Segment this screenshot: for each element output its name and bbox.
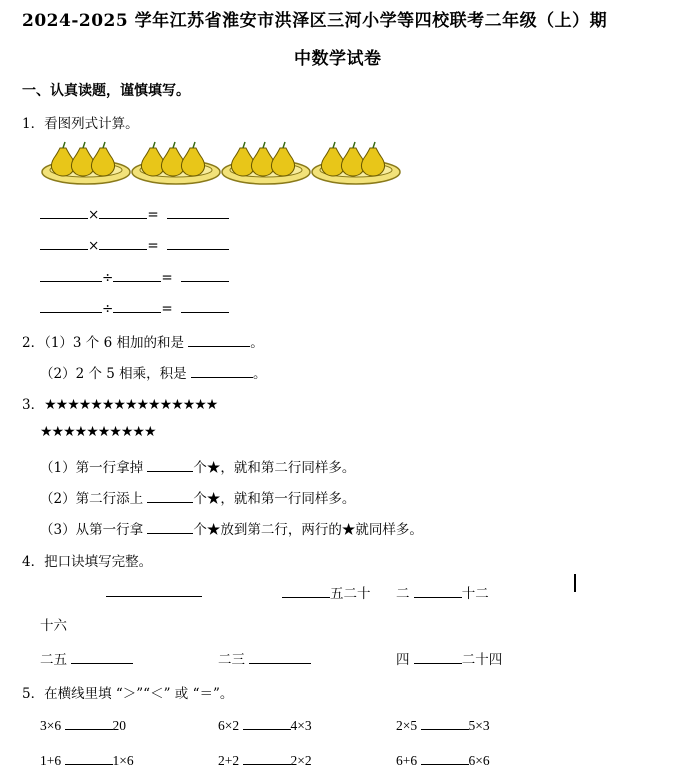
answer-blank[interactable] [181,267,229,282]
answer-blank[interactable] [40,235,88,250]
star-row-2: ★★★★★★★★★★ [40,424,156,440]
operator: ÷ [102,301,114,317]
q2-part-2 [40,362,266,382]
q5-item-5 [218,750,312,769]
q2-part-2-text: （2）2 个 5 相乘，积是 [40,366,187,382]
q1-row-3 [40,267,229,286]
pear-plate-1 [40,140,132,188]
q5-left: 3×6 [40,718,62,733]
q5-right: 6×6 [468,753,490,768]
q3-part-3-text: （3）从第一行拿 [40,522,144,538]
q4-item-3-prefix: 二 [396,586,410,602]
answer-blank[interactable] [40,267,102,282]
q5-item-2 [218,715,312,734]
answer-blank[interactable] [99,204,147,219]
answer-blank[interactable] [188,332,250,347]
answer-blank[interactable] [147,457,193,472]
operator: × [88,238,100,254]
pear-plate-4 [310,140,402,188]
q3-part-2-text: （2）第二行添上 [40,491,144,507]
answer-blank[interactable] [191,363,253,378]
q5-left: 6+6 [396,753,418,768]
q3-part-2-tail: 个★，就和第一行同样多。 [193,491,356,507]
q4-item-3-suffix: 十二 [461,586,489,602]
pear-plate-3 [220,140,312,188]
q4-item-7-suffix: 二十四 [461,652,503,668]
title-line-2: 中数学试卷 [294,49,382,69]
answer-blank[interactable] [65,750,113,765]
q2-part-1-text: 2．（1）3 个 6 相加的和是 [22,335,184,351]
answer-blank[interactable] [243,715,291,730]
q1-row-2 [40,235,229,254]
q3-part-3-tail: 个★放到第二行，两行的★就同样多。 [193,522,423,538]
answer-blank[interactable] [414,649,462,664]
answer-blank[interactable] [421,750,469,765]
pear-plate-2 [130,140,222,188]
answer-blank[interactable] [106,582,202,597]
q3-row-1 [22,393,217,413]
period: 。 [250,335,264,351]
equals-sign: = [161,270,173,286]
q3-part-1-tail: 个★，就和第二行同样多。 [193,460,356,476]
equals-sign: = [147,238,159,254]
q3-row-2 [40,424,156,440]
equals-sign: = [161,301,173,317]
q3-part-1-text: （1）第一行拿掉 [40,460,144,476]
q4-item-1 [106,582,202,601]
title-line-1: 2024-2025 学年江苏省淮安市洪泽区三河小学等四校联考二年级（上）期 [22,11,608,31]
q5-right: 5×3 [468,718,490,733]
answer-blank[interactable] [99,235,147,250]
q5-prompt: 5．在横线里填 “＞”“＜” 或 “＝”。 [22,686,234,702]
q3-part-3 [40,518,423,538]
q4-item-5 [40,648,133,668]
answer-blank[interactable] [65,715,113,730]
q4-item-3 [396,582,489,602]
q2-part-1 [22,331,264,351]
q4-item-2-text: 五二十 [330,586,371,602]
answer-blank[interactable] [421,715,469,730]
q4-item-7 [396,648,502,668]
section-heading: 一、认真读题，谨慎填写。 [22,83,190,99]
q3-part-1 [40,456,355,476]
q5-left: 2+2 [218,753,240,768]
q1-row-4 [40,298,229,317]
q5-right: 2×2 [290,753,312,768]
period: 。 [252,366,267,382]
q5-item-1 [40,715,126,734]
q1-row-1 [40,204,229,223]
q4-item-4: 十六 [40,618,67,634]
q5-right: 1×6 [112,753,134,768]
answer-blank[interactable] [414,583,462,598]
answer-blank[interactable] [40,298,102,313]
q4-item-6-text: 二三 [218,652,245,668]
equals-sign: = [147,207,159,223]
answer-blank[interactable] [181,298,229,313]
q5-left: 1+6 [40,753,62,768]
star-row-1: ★★★★★★★★★★★★★★★ [44,397,218,413]
q4-prompt: 4．把口诀填写完整。 [22,554,153,570]
q5-right: 20 [112,718,126,733]
q4-item-5-text: 二五 [40,652,67,668]
answer-blank[interactable] [71,649,133,664]
answer-blank[interactable] [167,204,229,219]
answer-blank[interactable] [40,204,88,219]
answer-blank[interactable] [147,488,193,503]
q5-left: 2×5 [396,718,418,733]
q4-item-6 [218,648,311,668]
operator: ÷ [102,270,114,286]
answer-blank[interactable] [113,298,161,313]
q3-part-2 [40,487,355,507]
q1-prompt: 1．看图列式计算。 [22,116,139,132]
q3-label: 3． [22,397,45,413]
q5-item-3 [396,715,490,734]
q5-item-6 [396,750,490,769]
q4-item-2 [282,582,371,602]
answer-blank[interactable] [243,750,291,765]
answer-blank[interactable] [113,267,161,282]
answer-blank[interactable] [167,235,229,250]
q5-left: 6×2 [218,718,240,733]
answer-blank[interactable] [249,649,311,664]
q5-item-4 [40,750,134,769]
text-cursor [574,574,576,592]
q4-item-7-prefix: 四 [396,652,410,668]
answer-blank[interactable] [147,519,193,534]
answer-blank[interactable] [282,583,330,598]
q5-right: 4×3 [290,718,312,733]
operator: × [88,207,100,223]
